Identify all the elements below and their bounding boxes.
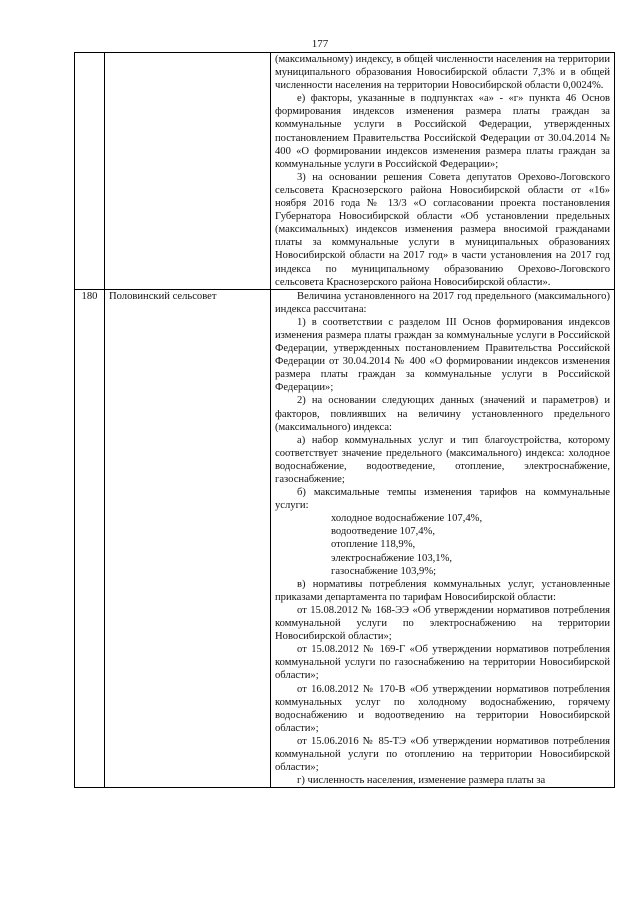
paragraph: Величина установленного на 2017 год предельного (максимального) индекса рассчитана: (275, 290, 610, 315)
paragraph: б) максимальные темпы изменения тарифов на коммунальные услуги: (275, 487, 610, 512)
tariff-item: отопление 118,9%, (331, 539, 416, 551)
row-number (75, 53, 105, 290)
paragraph: от 15.08.2012 № 168-ЭЭ «Об утверждении нормативов потребления коммунальной услуги по электроснабжению на территории Новосибирской области»; (275, 604, 610, 643)
document-table (74, 52, 615, 788)
paragraph: е) факторы, указанные в подпунктах «а» - «г» пункта 46 Основ формирования индексов изменения размера платы граждан за коммунальные услуги в Российской Федерации, утвержденных постановлением Правительства Российской Федерации от 30.04.2014 № 400 «О формировании индексов изменения размера платы граждан за коммунальные услуги в Российской Федерации»; (275, 93, 610, 170)
tariff-item: холодное водоснабжение 107,4%, (331, 513, 483, 525)
paragraph: в) нормативы потребления коммунальных услуг, установленные приказами департамента по тарифам Новосибирской области: (275, 578, 610, 603)
row-number: 180 (75, 289, 105, 788)
paragraph: 1) в соответствии с разделом III Основ формирования индексов изменения размера платы граждан за коммунальные услуги в Российской Федерации, утвержденных постановлением Правительства Российской Федерации от 30.04.2014 № 400 «О формировании индексов изменения размера платы граждан за коммунальные услуги в Российской Федерации»; (275, 316, 610, 394)
paragraph: г) численность населения, изменение размера платы за (297, 775, 546, 787)
row-text (271, 289, 615, 788)
table-row (75, 289, 615, 788)
paragraph: а) набор коммунальных услуг и тип благоустройства, которому соответствует значение предельного (максимального) индекса: холодное водоснабжение, водоотведение, отопление, электроснабжение, газоснабжение; (275, 434, 610, 485)
municipality-name: Половинский сельсовет (105, 289, 271, 788)
tariff-item: электроснабжение 103,1%, (331, 552, 453, 564)
paragraph: (максимальному) индексу, в общей численности населения на территории муниципального образования Новосибирской области 7,3% и в общей численности населения на территории Новосибирской области 0,0024%. (275, 54, 610, 92)
tariff-item: водоотведение 107,4%, (331, 526, 435, 538)
row-text (271, 53, 615, 290)
page-number: 177 (311, 38, 329, 50)
table-row (75, 53, 615, 290)
paragraph: от 15.08.2012 № 169-Г «Об утверждении нормативов потребления коммунальной услуги по газоснабжению на территории Новосибирской области»; (275, 644, 610, 682)
paragraph: 3) на основании решения Совета депутатов Орехово-Логовского сельсовета Краснозерского района Новосибирской области от «16» ноября 2016 года № 13/3 «О согласовании проекта постановления Губернатора Новосибирской области «Об установлении предельных (максимальных) индексов изменения размера вносимой гражданами платы за коммунальные услуги в муниципальных образованиях Новосибирской области на 2017 год» в части установления на 2017 год индекса по муниципальному образованию Орехово-Логовского сельсовета Краснозерского района Новосибирской области». (275, 171, 610, 288)
paragraph: от 16.08.2012 № 170-В «Об утверждении нормативов потребления коммунальных услуг по холодному водоснабжению, горячему водоснабжению и водоотведению на территории Новосибирской области»; (275, 683, 610, 734)
paragraph: от 15.06.2016 № 85-ТЭ «Об утверждении нормативов потребления коммунальной услуги по отоплению на территории Новосибирской области»; (275, 735, 610, 774)
municipality-name (105, 53, 271, 290)
tariff-item: газоснабжение 103,9%; (331, 565, 437, 577)
paragraph: 2) на основании следующих данных (значений и параметров) и факторов, повлиявших на величину установленного предельного (максимального) индекса: (275, 395, 610, 433)
